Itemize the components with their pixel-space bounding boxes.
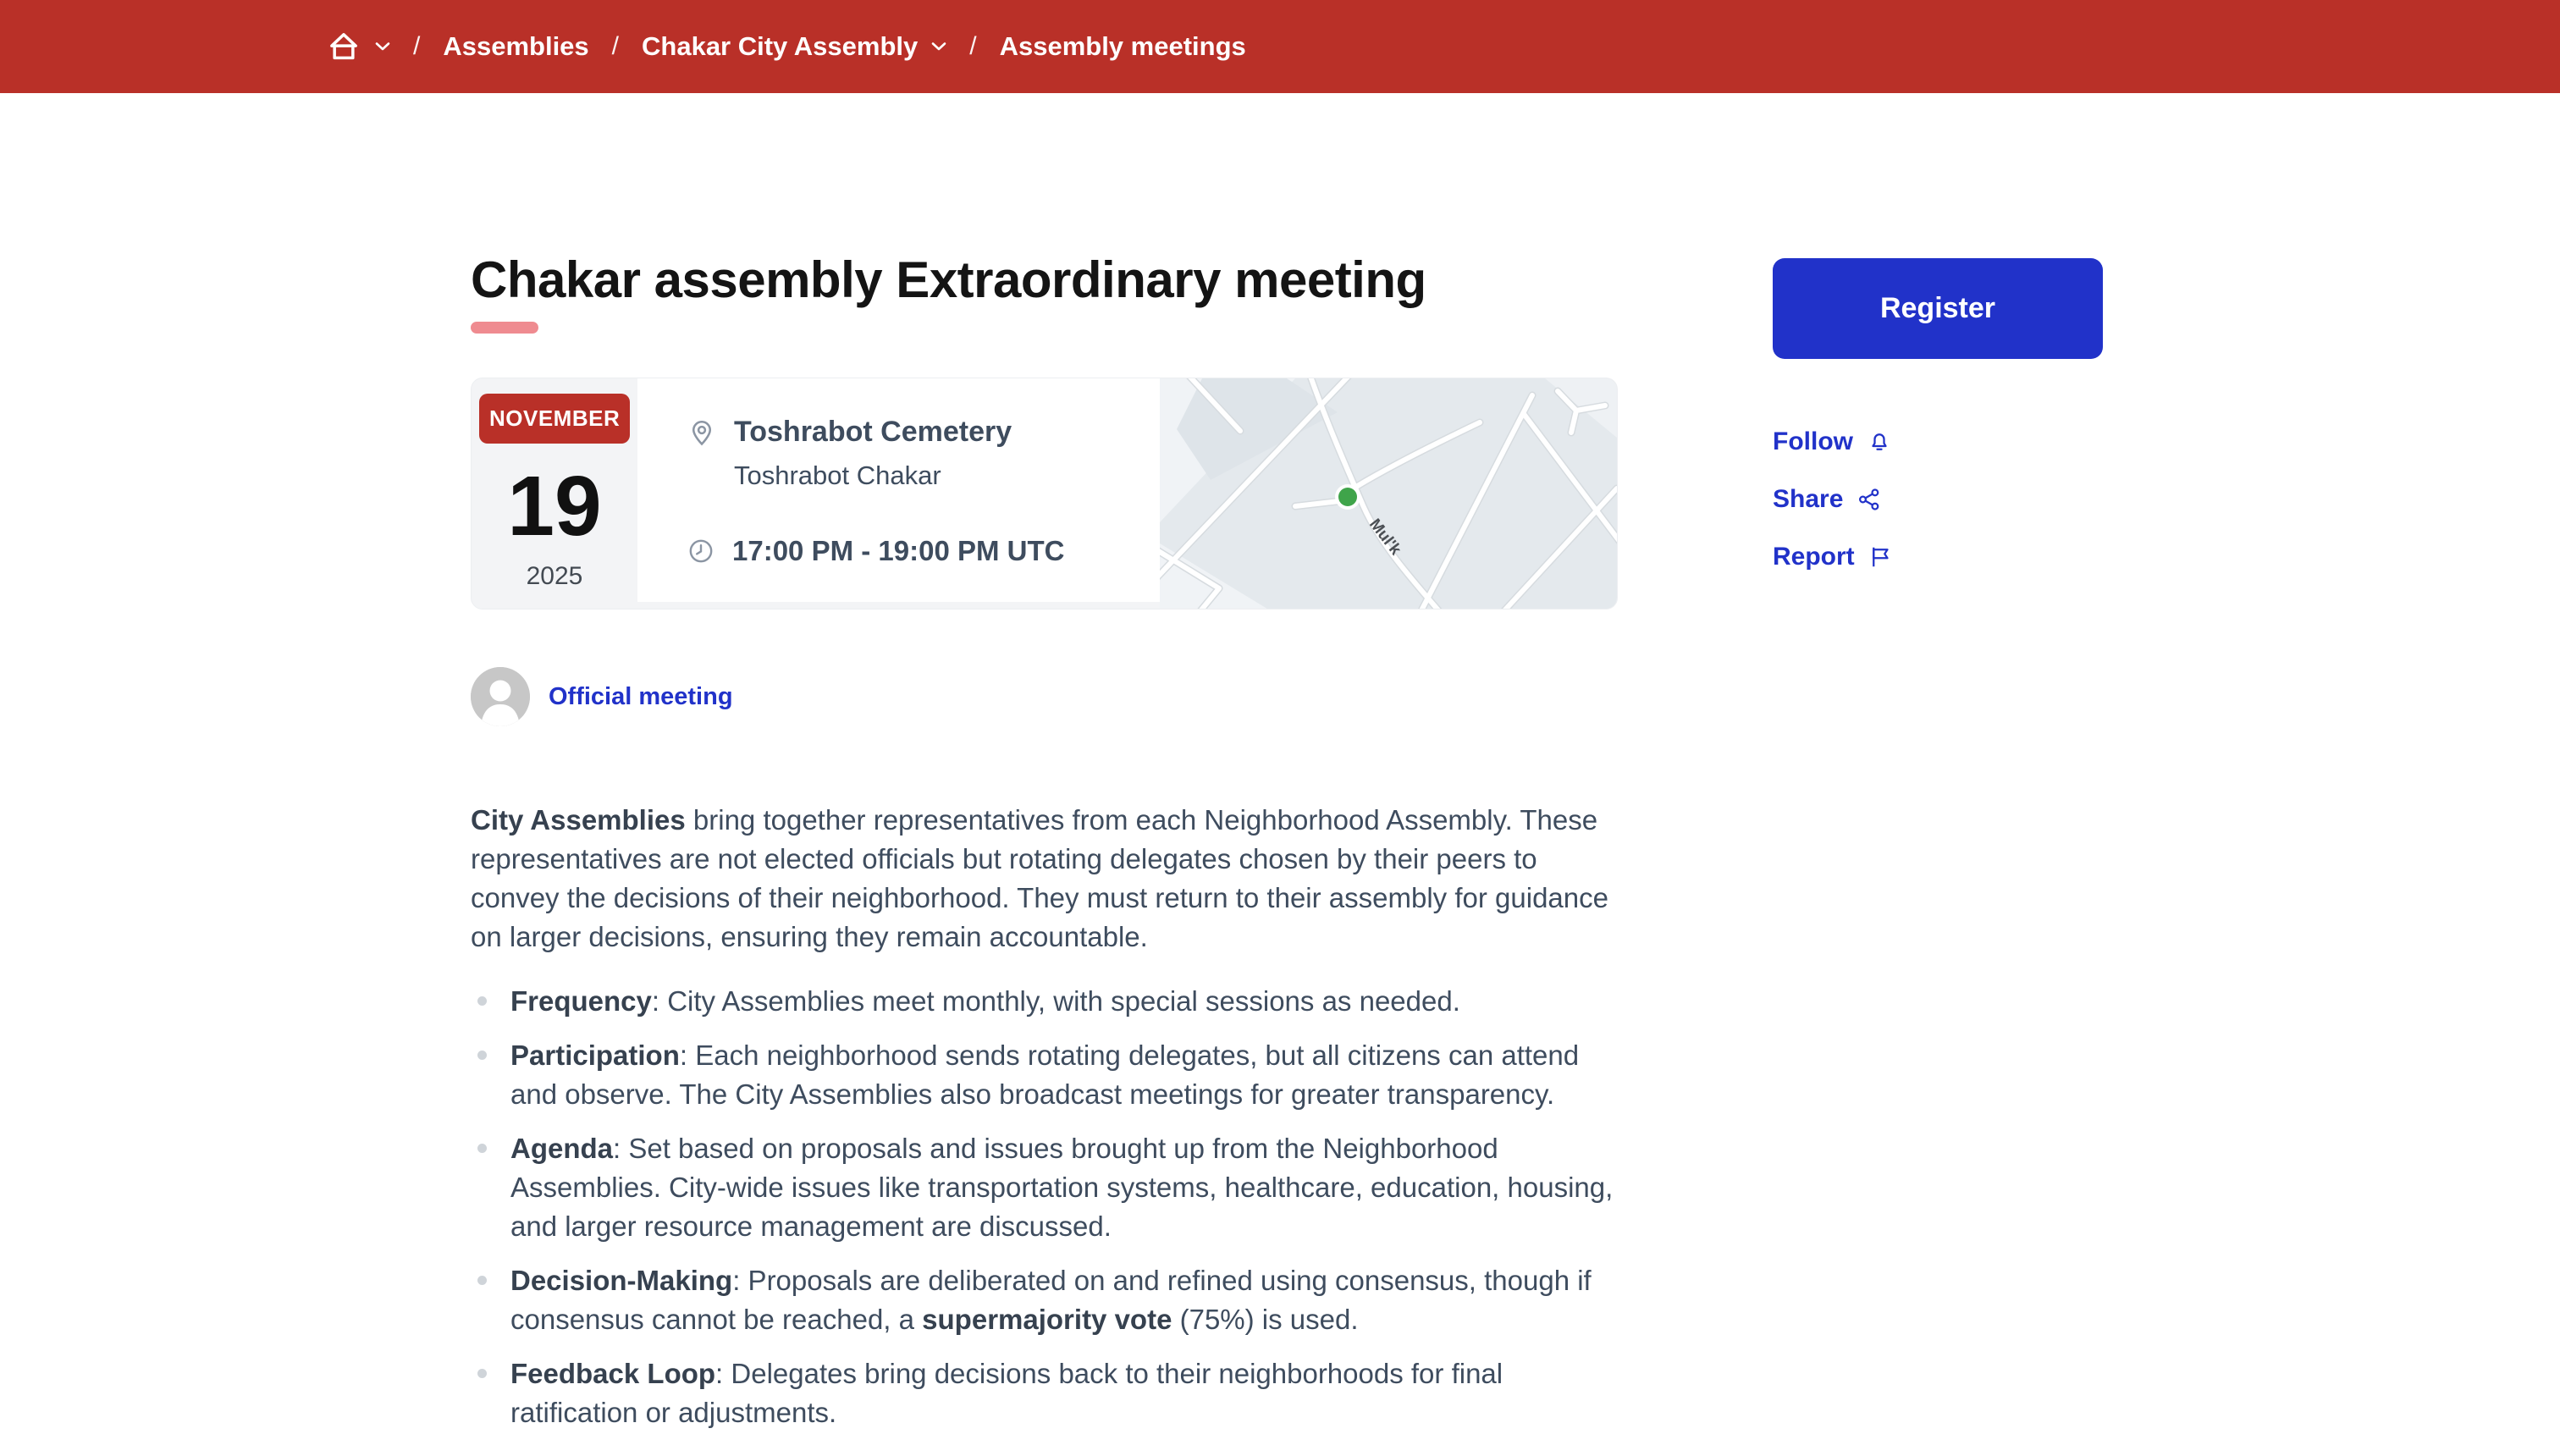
clock-icon <box>687 537 715 565</box>
bullet-icon <box>477 996 487 1006</box>
chevron-down-icon[interactable] <box>931 41 946 52</box>
list-item: Agenda: Set based on proposals and issues brought up from the Neighborhood Assemblies. City-wide issues like transportation systems, healthcare, education, housing, and larger resource management are discussed. <box>471 1129 1618 1246</box>
chevron-down-icon[interactable] <box>375 41 390 52</box>
list-item: Feedback Loop: Delegates bring decisions back to their neighborhoods for final ratification or adjustments. <box>471 1354 1618 1432</box>
list-item: Frequency: City Assemblies meet monthly, with special sessions as needed. <box>471 982 1618 1021</box>
breadcrumb-home-link[interactable] <box>326 30 361 63</box>
page-title: Chakar assembly Extraordinary meeting <box>471 251 1426 308</box>
share-button[interactable]: Share <box>1773 483 2111 516</box>
description-list <box>471 982 1618 1432</box>
report-button[interactable]: Report <box>1773 540 2111 574</box>
avatar <box>471 667 530 726</box>
description-paragraph: City Assemblies bring together representatives from each Neighborhood Assembly. These representatives are not elected officials but rotating delegates chosen by their peers to convey the decisions of their neighborhood. They must return to their assembly for guidance on larger decisions, ensuring they remain accountable. <box>471 804 1608 952</box>
flag-icon <box>1868 544 1894 570</box>
map-thumbnail <box>1160 378 1617 609</box>
bullet-icon <box>477 1369 487 1378</box>
bullet-icon <box>477 1276 487 1285</box>
breadcrumb-item-assembly-meetings[interactable]: Assembly meetings <box>999 31 1246 61</box>
share-nodes-icon <box>1857 487 1882 512</box>
register-button[interactable]: Register <box>1773 258 2103 359</box>
day-number: 19 <box>507 459 602 554</box>
location-name: Toshrabot Cemetery <box>734 416 1012 448</box>
month-badge: NOVEMBER <box>479 394 630 444</box>
title-accent-bar <box>471 322 538 334</box>
meeting-time: 17:00 PM - 19:00 PM UTC <box>732 535 1065 566</box>
top-navigation-bar <box>0 0 2560 93</box>
breadcrumb <box>326 30 1246 63</box>
map-street-label: Mul'k <box>1366 516 1405 559</box>
meeting-info-card <box>471 378 1618 609</box>
main-column <box>471 93 1618 1432</box>
date-panel <box>472 378 637 609</box>
breadcrumb-separator: / <box>969 32 977 60</box>
list-item: Participation: Each neighborhood sends rotating delegates, but all citizens can attend and observe. The City Assemblies also broadcast meetings for greater transparency. <box>471 1036 1618 1114</box>
map-marker-icon <box>1335 484 1360 510</box>
page-content <box>0 93 2560 1432</box>
breadcrumb-separator: / <box>413 32 421 60</box>
breadcrumb-item-assemblies[interactable]: Assemblies <box>443 31 589 61</box>
follow-button[interactable]: Follow <box>1773 425 2111 459</box>
author-row <box>471 667 1618 726</box>
bullet-icon <box>477 1051 487 1060</box>
author-link[interactable]: Official meeting <box>549 682 733 710</box>
year-label: 2025 <box>526 562 583 590</box>
home-icon <box>326 30 361 63</box>
list-item: Decision-Making: Proposals are deliberated on and refined using consensus, though if consensus cannot be reached, a supermajority vote (75%) is used. <box>471 1261 1618 1339</box>
breadcrumb-item-assembly[interactable]: Chakar City Assembly <box>642 31 919 61</box>
breadcrumb-separator: / <box>611 32 620 60</box>
action-rail <box>1773 93 2111 598</box>
meeting-details-panel <box>637 378 1160 602</box>
bell-icon <box>1867 429 1892 455</box>
bullet-icon <box>477 1144 487 1153</box>
location-address: Toshrabot Chakar <box>734 461 941 490</box>
map-pin-icon <box>687 417 717 448</box>
